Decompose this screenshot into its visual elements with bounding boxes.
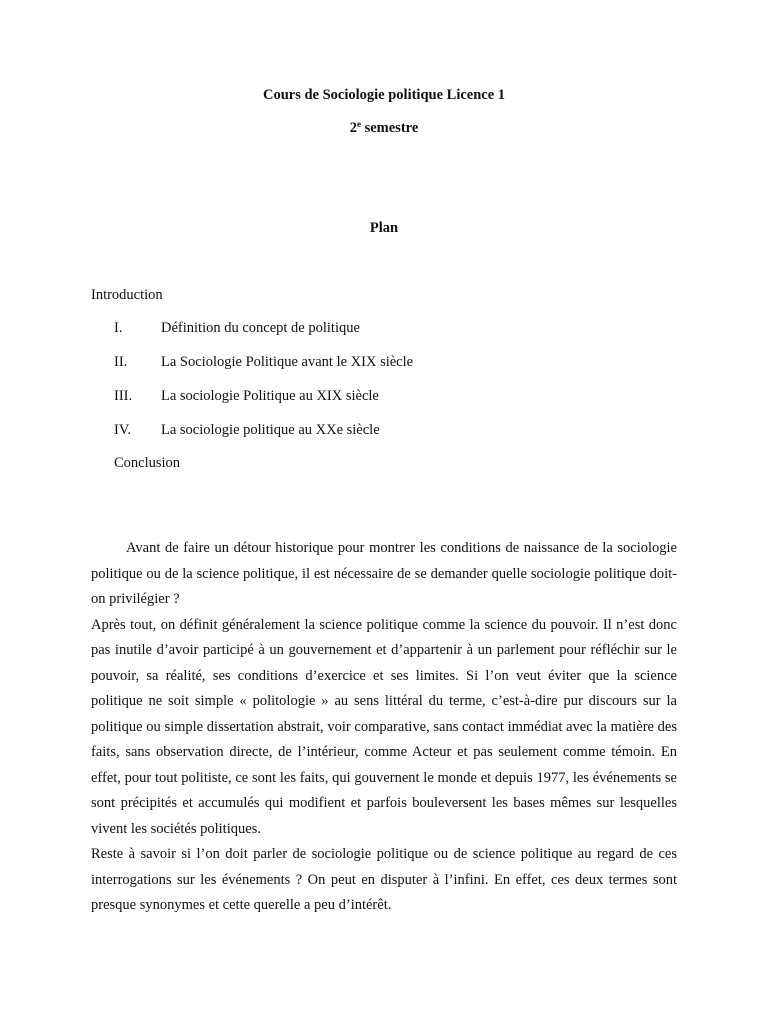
toc-item-label: La sociologie politique au XXe siècle [161,422,380,438]
paragraph: Avant de faire un détour historique pour montrer les conditions de naissance de la sociologie politique ou de la science politique, il est nécessaire de se demander quelle sociologie politique doit-on privilégier ? [91,540,677,607]
paragraph: Après tout, on définit généralement la science politique comme la science du pouvoir. Il n’est donc pas inutile d’avoir participé à un gouvernement et d’appartenir à un parlement pour réfléchir sur le pouvoir, sa réalité, ses conditions d’exercice et ses limites. Si l’on veut éviter que la science politique ne soit simple « politologie » au sens littéral du terme, c’est-à-dire pur discours sur la politique ou simple dissertation abstrait, voir comparative, sans contact immédiat avec la matière des faits, sans observation directe, de l’intérieur, comme Acteur et pas seulement comme témoin. En effet, pour tout politiste, ce sont les faits, qui gouvernent le monde et depuis 1977, les événements se sont précipités et accumulés qui modifient et parfois bouleversent les bases mêmes sur lesquelles vivent les sociétés politiques. [91,616,677,837]
toc-item [114,352,674,386]
course-title: Cours de Sociologie politique Licence 1 [262,87,506,103]
toc-item-number: I. [114,320,123,336]
semester-superscript: e [356,119,361,129]
toc-conclusion: Conclusion [114,455,181,471]
toc-item [114,318,674,352]
toc-item-number: III. [114,388,133,404]
toc-item [114,386,674,420]
semester-word: semestre [360,120,419,136]
toc-item [114,420,674,454]
toc-item-label: La sociologie Politique au XIX siècle [161,388,379,404]
toc-item-number: IV. [114,422,132,438]
paragraph: Reste à savoir si l’on doit parler de sociologie politique ou de science politique au regard de ces interrogations sur les événements ? On peut en disputer à l’infini. En effet, ces deux termes sont presque synonymes et cette querelle a peu d’intérêt. [91,846,677,913]
plan-heading: Plan [369,220,399,236]
table-of-contents [114,318,674,454]
semester-subtitle [0,118,768,138]
toc-introduction: Introduction [91,287,163,303]
toc-item-label: La Sociologie Politique avant le XIX siècle [161,354,414,370]
toc-item-label: Définition du concept de politique [161,320,360,336]
body-text [91,536,677,919]
toc-item-number: II. [114,354,128,370]
semester-number: 2 [349,120,357,136]
